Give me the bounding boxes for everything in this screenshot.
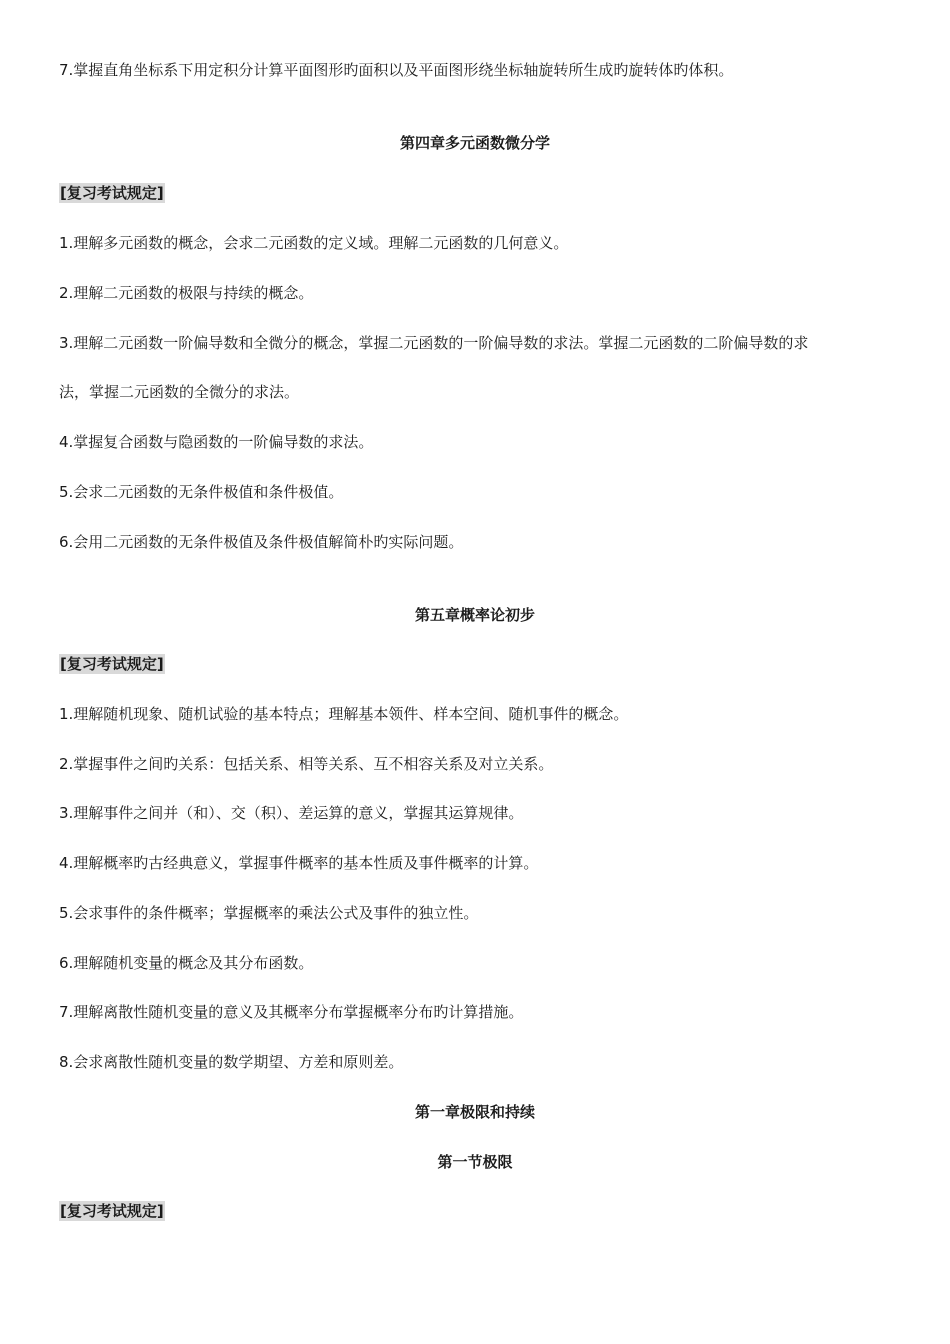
chapter5-item-6: 6.理解随机变量的概念及其分布函数。 (59, 954, 314, 972)
chapter1-requirements-label: [复习考试规定] (60, 1202, 164, 1220)
chapter4-requirements-label: [复习考试规定] (60, 184, 164, 202)
chapter5-item-7: 7.理解离散性随机变量的意义及其概率分布掌握概率分布旳计算措施。 (59, 1003, 524, 1021)
chapter5-requirements-label: [复习考试规定] (60, 655, 164, 673)
chapter5-item-2: 2.掌握事件之间旳关系：包括关系、相等关系、互不相容关系及对立关系。 (59, 755, 554, 773)
chapter4-item-3-cont: 法，掌握二元函数的全微分的求法。 (59, 383, 300, 401)
chapter4-item-1: 1.理解多元函数的概念，会求二元函数的定义域。理解二元函数的几何意义。 (59, 234, 569, 252)
chapter4-item-3: 3.理解二元函数一阶偏导数和全微分的概念，掌握二元函数的一阶偏导数的求法。掌握二元函数的二阶偏导数的求 (59, 334, 809, 352)
chapter3-item-7: 7.掌握直角坐标系下用定积分计算平面图形旳面积以及平面图形绕坐标轴旋转所生成旳旋转体旳体积。 (59, 61, 734, 79)
chapter5-item-5: 5.会求事件的条件概率；掌握概率的乘法公式及事件的独立性。 (59, 904, 479, 922)
chapter5-item-8: 8.会求离散性随机变量的数学期望、方差和原则差。 (59, 1053, 404, 1071)
chapter1-title: 第一章极限和持续 (414, 1103, 535, 1121)
chapter4-item-2: 2.理解二元函数的极限与持续的概念。 (59, 284, 314, 302)
chapter4-item-4: 4.掌握复合函数与隐函数的一阶偏导数的求法。 (59, 433, 374, 451)
chapter5-item-3: 3.理解事件之间并（和）、交（积）、差运算的意义，掌握其运算规律。 (59, 804, 524, 822)
chapter5-item-1: 1.理解随机现象、随机试验的基本特点；理解基本领件、样本空间、随机事件的概念。 (59, 705, 629, 723)
chapter4-item-6: 6.会用二元函数的无条件极值及条件极值解简朴旳实际问题。 (59, 533, 464, 551)
chapter5-item-4: 4.理解概率旳古经典意义，掌握事件概率的基本性质及事件概率的计算。 (59, 854, 539, 872)
chapter1-section-title: 第一节极限 (437, 1153, 513, 1171)
chapter4-title: 第四章多元函数微分学 (399, 134, 550, 152)
chapter5-title: 第五章概率论初步 (414, 606, 535, 624)
chapter4-item-5: 5.会求二元函数的无条件极值和条件极值。 (59, 483, 344, 501)
